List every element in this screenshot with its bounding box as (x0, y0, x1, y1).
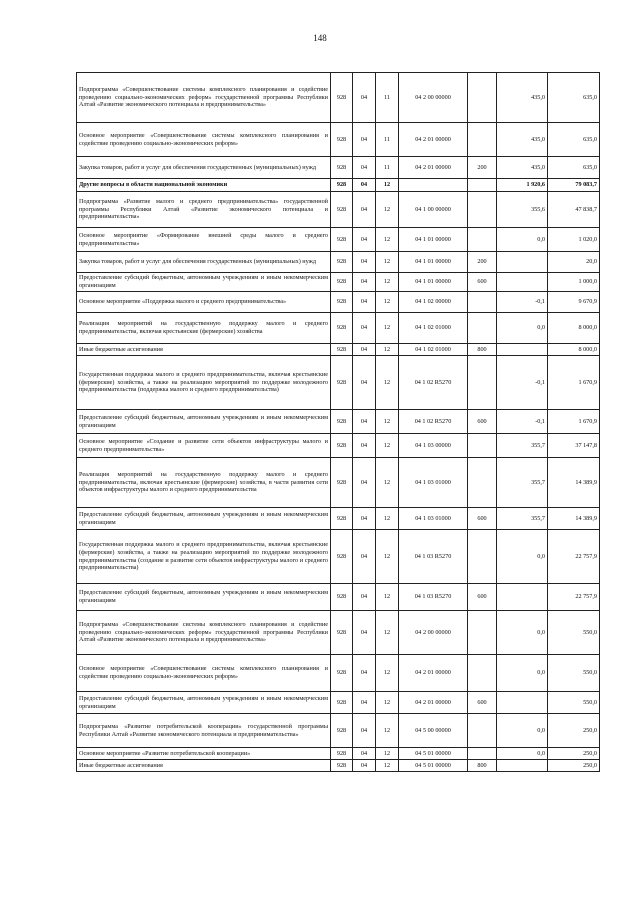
amount-change-cell: 1 920,6 (497, 179, 548, 192)
expense-type-cell (468, 748, 497, 760)
admin-code-cell: 928 (331, 252, 353, 273)
table-row (77, 313, 600, 344)
table-row (77, 192, 600, 228)
admin-code-cell: 928 (331, 655, 353, 692)
table-row (77, 530, 600, 584)
subsection-code-cell: 12 (376, 458, 399, 508)
table-row (77, 228, 600, 252)
amount-change-cell: 355,7 (497, 458, 548, 508)
target-article-cell: 04 1 03 00000 (399, 434, 468, 458)
section-code-cell: 04 (353, 530, 376, 584)
target-article-cell: 04 1 03 01000 (399, 458, 468, 508)
admin-code-cell: 928 (331, 530, 353, 584)
subsection-code-cell: 12 (376, 692, 399, 714)
expense-type-cell (468, 73, 497, 123)
table-row (77, 584, 600, 611)
target-article-cell: 04 1 02 01000 (399, 344, 468, 356)
amount-change-cell (497, 760, 548, 772)
item-name-cell: Предоставление субсидий бюджетным, автономным учреждениям и иным некоммерческим организациям (77, 584, 331, 611)
amount-total-cell: 47 838,7 (548, 192, 600, 228)
subsection-code-cell: 12 (376, 228, 399, 252)
section-code-cell: 04 (353, 508, 376, 530)
subsection-code-cell: 12 (376, 611, 399, 655)
amount-change-cell: 0,0 (497, 714, 548, 748)
amount-change-cell: 355,7 (497, 434, 548, 458)
section-code-cell: 04 (353, 692, 376, 714)
admin-code-cell: 928 (331, 410, 353, 434)
subsection-code-cell: 12 (376, 508, 399, 530)
item-name-cell: Государственная поддержка малого и среднего предпринимательства, включая крестьянские (фермерские) хозяйства, а также на реализацию мероприятий по поддержке молодежного предпринимательства (создание и развитие сети объектов инфраструктуры малого и среднего предпринимательства) (77, 530, 331, 584)
section-code-cell: 04 (353, 228, 376, 252)
item-name-cell: Предоставление субсидий бюджетным, автономным учреждениям и иным некоммерческим организациям (77, 508, 331, 530)
amount-change-cell (497, 252, 548, 273)
amount-total-cell: 635,0 (548, 123, 600, 157)
section-code-cell: 04 (353, 655, 376, 692)
subsection-code-cell: 12 (376, 192, 399, 228)
section-code-cell: 04 (353, 458, 376, 508)
table-row (77, 179, 600, 192)
section-code-cell: 04 (353, 292, 376, 313)
section-code-cell: 04 (353, 714, 376, 748)
subsection-code-cell: 12 (376, 748, 399, 760)
amount-total-cell: 37 147,8 (548, 434, 600, 458)
amount-total-cell: 22 757,9 (548, 584, 600, 611)
target-article-cell: 04 1 03 R5270 (399, 530, 468, 584)
subsection-code-cell: 12 (376, 584, 399, 611)
subsection-code-cell: 12 (376, 356, 399, 410)
table-row (77, 655, 600, 692)
target-article-cell: 04 2 01 00000 (399, 655, 468, 692)
target-article-cell: 04 1 02 R5270 (399, 410, 468, 434)
amount-change-cell: 0,0 (497, 228, 548, 252)
expense-type-cell (468, 714, 497, 748)
subsection-code-cell: 12 (376, 760, 399, 772)
expense-type-cell (468, 458, 497, 508)
table-row (77, 410, 600, 434)
target-article-cell: 04 5 00 00000 (399, 714, 468, 748)
admin-code-cell: 928 (331, 179, 353, 192)
amount-change-cell: 435,0 (497, 157, 548, 179)
expense-type-cell (468, 192, 497, 228)
amount-total-cell: 20,0 (548, 252, 600, 273)
table-row (77, 760, 600, 772)
amount-total-cell: 550,0 (548, 611, 600, 655)
amount-total-cell: 9 670,9 (548, 292, 600, 313)
admin-code-cell: 928 (331, 73, 353, 123)
amount-total-cell: 250,0 (548, 760, 600, 772)
expense-type-cell (468, 530, 497, 584)
table-row (77, 508, 600, 530)
amount-change-cell: 0,0 (497, 611, 548, 655)
amount-total-cell: 1 000,0 (548, 273, 600, 292)
expense-type-cell (468, 292, 497, 313)
amount-total-cell: 1 670,9 (548, 410, 600, 434)
item-name-cell: Подпрограмма «Развитие потребительской кооперации» государственной программы Республики Алтай «Развитие экономического потенциала и предпринимательства» (77, 714, 331, 748)
expense-type-cell (468, 313, 497, 344)
amount-change-cell: 435,0 (497, 73, 548, 123)
amount-total-cell: 8 000,0 (548, 344, 600, 356)
item-name-cell: Предоставление субсидий бюджетным, автономным учреждениям и иным некоммерческим организациям (77, 692, 331, 714)
section-code-cell: 04 (353, 179, 376, 192)
table-row (77, 611, 600, 655)
subsection-code-cell: 12 (376, 344, 399, 356)
subsection-code-cell: 12 (376, 273, 399, 292)
expense-type-cell: 200 (468, 157, 497, 179)
item-name-cell: Закупка товаров, работ и услуг для обеспечения государственных (муниципальных) нужд (77, 252, 331, 273)
expense-type-cell: 600 (468, 508, 497, 530)
expense-type-cell: 800 (468, 344, 497, 356)
item-name-cell: Подпрограмма «Совершенствование системы комплексного планирования и содействие проведению социально-экономических реформ» государственной программы Республики Алтай «Развитие экономического потенциала и предпринимательства» (77, 73, 331, 123)
subsection-code-cell: 12 (376, 252, 399, 273)
expense-type-cell (468, 356, 497, 410)
amount-change-cell: 0,0 (497, 530, 548, 584)
table-row (77, 252, 600, 273)
item-name-cell: Предоставление субсидий бюджетным, автономным учреждениям и иным некоммерческим организациям (77, 410, 331, 434)
item-name-cell: Подпрограмма «Развитие малого и среднего предпринимательства» государственной программы Республики Алтай «Развитие экономического потенциала и предпринимательства» (77, 192, 331, 228)
amount-change-cell: -0,1 (497, 292, 548, 313)
amount-total-cell: 250,0 (548, 714, 600, 748)
expense-type-cell: 600 (468, 584, 497, 611)
table-row (77, 458, 600, 508)
amount-change-cell: 435,0 (497, 123, 548, 157)
target-article-cell: 04 1 01 00000 (399, 273, 468, 292)
amount-total-cell: 14 389,9 (548, 508, 600, 530)
item-name-cell: Основное мероприятие «Формирование внешней среды малого и среднего предпринимательства» (77, 228, 331, 252)
item-name-cell: Основное мероприятие «Создание и развитие сети объектов инфраструктуры малого и среднего предпринимательства» (77, 434, 331, 458)
item-name-cell: Реализация мероприятий на государственную поддержку малого и среднего предпринимательства, включая крестьянские (фермерские) хозяйства, в части развития сети объектов инфраструктуры малого и среднего предпринимательства (77, 458, 331, 508)
admin-code-cell: 928 (331, 123, 353, 157)
target-article-cell: 04 1 01 00000 (399, 252, 468, 273)
section-code-cell: 04 (353, 344, 376, 356)
table-row (77, 157, 600, 179)
section-code-cell: 04 (353, 313, 376, 344)
admin-code-cell: 928 (331, 228, 353, 252)
admin-code-cell: 928 (331, 157, 353, 179)
amount-total-cell: 22 757,9 (548, 530, 600, 584)
amount-change-cell (497, 344, 548, 356)
section-code-cell: 04 (353, 611, 376, 655)
target-article-cell: 04 1 03 01000 (399, 508, 468, 530)
item-name-cell: Основное мероприятие «Совершенствование системы комплексного планирования и содействие проведению социально-экономических реформ» (77, 123, 331, 157)
section-code-cell: 04 (353, 123, 376, 157)
table-row (77, 714, 600, 748)
subsection-code-cell: 12 (376, 292, 399, 313)
target-article-cell: 04 1 02 01000 (399, 313, 468, 344)
table-row (77, 748, 600, 760)
target-article-cell: 04 1 01 00000 (399, 228, 468, 252)
expense-type-cell: 800 (468, 760, 497, 772)
admin-code-cell: 928 (331, 760, 353, 772)
item-name-cell: Государственная поддержка малого и среднего предпринимательства, включая крестьянские (фермерские) хозяйства, а также на реализацию мероприятий по поддержке молодежного предпринимательства (поддержка малого и среднего предпринимательства) (77, 356, 331, 410)
expense-type-cell (468, 611, 497, 655)
admin-code-cell: 928 (331, 434, 353, 458)
subsection-code-cell: 11 (376, 73, 399, 123)
target-article-cell: 04 1 02 R5270 (399, 356, 468, 410)
amount-total-cell: 1 020,0 (548, 228, 600, 252)
target-article-cell: 04 5 01 00000 (399, 748, 468, 760)
section-code-cell: 04 (353, 410, 376, 434)
admin-code-cell: 928 (331, 273, 353, 292)
subsection-code-cell: 12 (376, 714, 399, 748)
amount-change-cell: -0,1 (497, 356, 548, 410)
amount-change-cell: 355,7 (497, 508, 548, 530)
item-name-cell: Основное мероприятие «Совершенствование системы комплексного планирования и содействие проведению социально-экономических реформ» (77, 655, 331, 692)
section-code-cell: 04 (353, 356, 376, 410)
amount-change-cell (497, 584, 548, 611)
expense-type-cell: 200 (468, 252, 497, 273)
section-code-cell: 04 (353, 252, 376, 273)
subsection-code-cell: 12 (376, 313, 399, 344)
expense-type-cell: 600 (468, 273, 497, 292)
amount-total-cell: 550,0 (548, 692, 600, 714)
table-row (77, 434, 600, 458)
target-article-cell: 04 1 03 R5270 (399, 584, 468, 611)
admin-code-cell: 928 (331, 192, 353, 228)
item-name-cell: Другие вопросы в области национальной экономики (77, 179, 331, 192)
expense-type-cell (468, 655, 497, 692)
budget-table (76, 72, 600, 772)
target-article-cell: 04 2 01 00000 (399, 692, 468, 714)
amount-change-cell: -0,1 (497, 410, 548, 434)
expense-type-cell: 600 (468, 410, 497, 434)
amount-change-cell (497, 692, 548, 714)
target-article-cell: 04 2 01 00000 (399, 123, 468, 157)
table-row (77, 344, 600, 356)
admin-code-cell: 928 (331, 356, 353, 410)
section-code-cell: 04 (353, 748, 376, 760)
table-row (77, 73, 600, 123)
amount-total-cell: 635,0 (548, 157, 600, 179)
amount-change-cell: 0,0 (497, 748, 548, 760)
item-name-cell: Основное мероприятие «Развитие потребительской кооперации» (77, 748, 331, 760)
admin-code-cell: 928 (331, 692, 353, 714)
admin-code-cell: 928 (331, 748, 353, 760)
subsection-code-cell: 12 (376, 655, 399, 692)
table-row (77, 356, 600, 410)
admin-code-cell: 928 (331, 458, 353, 508)
section-code-cell: 04 (353, 192, 376, 228)
item-name-cell: Реализация мероприятий на государственную поддержку малого и среднего предпринимательства, включая крестьянские (фермерские) хозяйства (77, 313, 331, 344)
target-article-cell (399, 179, 468, 192)
admin-code-cell: 928 (331, 584, 353, 611)
subsection-code-cell: 12 (376, 530, 399, 584)
table-row (77, 692, 600, 714)
subsection-code-cell: 12 (376, 410, 399, 434)
section-code-cell: 04 (353, 157, 376, 179)
amount-total-cell: 1 670,9 (548, 356, 600, 410)
amount-total-cell: 8 000,0 (548, 313, 600, 344)
item-name-cell: Подпрограмма «Совершенствование системы комплексного планирования и содействие проведению социально-экономических реформ» государственной программы Республики Алтай «Развитие экономического потенциала и предпринимательства» (77, 611, 331, 655)
target-article-cell: 04 1 00 00000 (399, 192, 468, 228)
amount-change-cell: 0,0 (497, 655, 548, 692)
section-code-cell: 04 (353, 73, 376, 123)
table-row (77, 292, 600, 313)
section-code-cell: 04 (353, 760, 376, 772)
item-name-cell: Предоставление субсидий бюджетным, автономным учреждениям и иным некоммерческим организациям (77, 273, 331, 292)
amount-total-cell: 550,0 (548, 655, 600, 692)
expense-type-cell (468, 228, 497, 252)
expense-type-cell: 600 (468, 692, 497, 714)
amount-change-cell: 355,6 (497, 192, 548, 228)
amount-total-cell: 14 389,9 (548, 458, 600, 508)
section-code-cell: 04 (353, 273, 376, 292)
target-article-cell: 04 2 00 00000 (399, 611, 468, 655)
section-code-cell: 04 (353, 584, 376, 611)
subsection-code-cell: 12 (376, 434, 399, 458)
subsection-code-cell: 11 (376, 157, 399, 179)
amount-total-cell: 635,0 (548, 73, 600, 123)
admin-code-cell: 928 (331, 611, 353, 655)
admin-code-cell: 928 (331, 714, 353, 748)
subsection-code-cell: 12 (376, 179, 399, 192)
amount-total-cell: 250,0 (548, 748, 600, 760)
table-row (77, 123, 600, 157)
expense-type-cell (468, 179, 497, 192)
target-article-cell: 04 2 01 00000 (399, 157, 468, 179)
target-article-cell: 04 1 02 00000 (399, 292, 468, 313)
table-row (77, 273, 600, 292)
subsection-code-cell: 11 (376, 123, 399, 157)
amount-change-cell: 0,0 (497, 313, 548, 344)
item-name-cell: Иные бюджетные ассигнования (77, 344, 331, 356)
admin-code-cell: 928 (331, 344, 353, 356)
amount-total-cell: 79 083,7 (548, 179, 600, 192)
item-name-cell: Основное мероприятие «Поддержка малого и среднего предпринимательства» (77, 292, 331, 313)
expense-type-cell (468, 123, 497, 157)
item-name-cell: Закупка товаров, работ и услуг для обеспечения государственных (муниципальных) нужд (77, 157, 331, 179)
page-number: 148 (313, 33, 327, 43)
admin-code-cell: 928 (331, 508, 353, 530)
admin-code-cell: 928 (331, 313, 353, 344)
amount-change-cell (497, 273, 548, 292)
expense-type-cell (468, 434, 497, 458)
item-name-cell: Иные бюджетные ассигнования (77, 760, 331, 772)
section-code-cell: 04 (353, 434, 376, 458)
target-article-cell: 04 2 00 00000 (399, 73, 468, 123)
admin-code-cell: 928 (331, 292, 353, 313)
target-article-cell: 04 5 01 00000 (399, 760, 468, 772)
